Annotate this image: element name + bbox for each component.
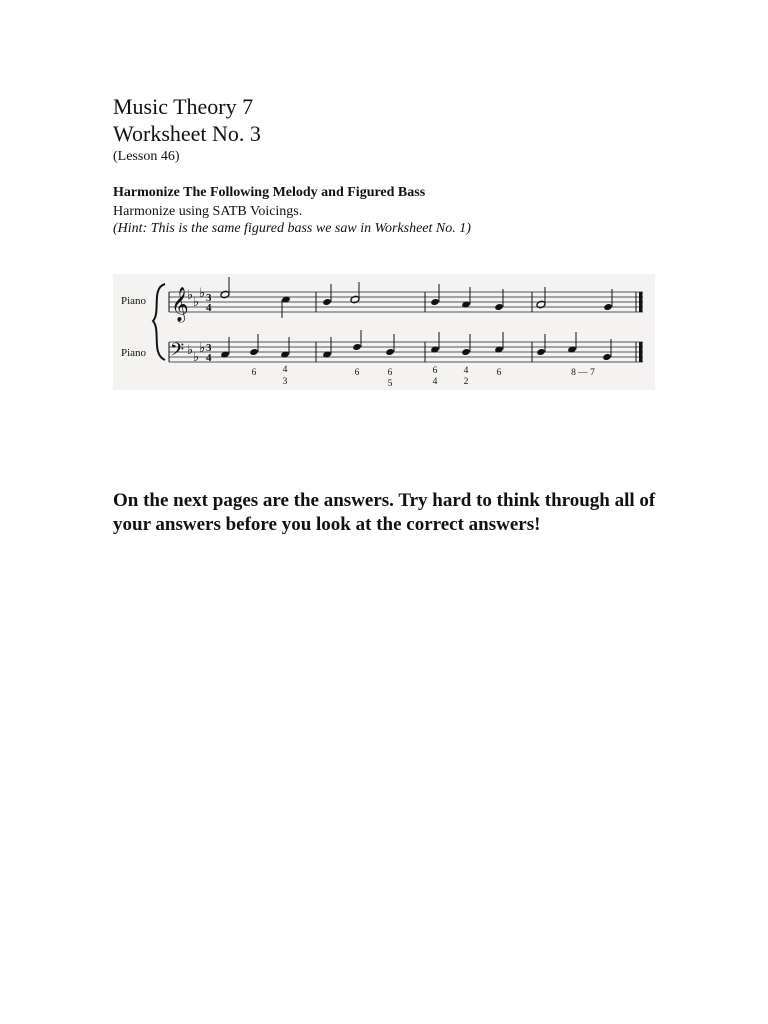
- svg-text:♭: ♭: [193, 350, 200, 365]
- figure-top: 4: [282, 365, 288, 375]
- bass-clef-icon: 𝄢: [170, 340, 185, 365]
- worksheet-title: Worksheet No. 3: [113, 121, 261, 146]
- brace-symbol: [153, 284, 165, 360]
- treble-staff-label: Piano: [121, 295, 147, 307]
- bass-note: [249, 348, 259, 356]
- bass-note: [602, 353, 612, 361]
- svg-text:3: 3: [206, 342, 212, 354]
- answers-note: On the next pages are the answers. Try hard to think through all of your answers before you look at the correct answers!: [113, 490, 656, 535]
- melody-note: [430, 298, 440, 306]
- melody-note: [603, 303, 613, 311]
- bass-key-signature: [187, 341, 205, 365]
- bass-note: [385, 348, 395, 356]
- lesson-reference: (Lesson 46): [113, 149, 180, 164]
- figure-top: 6: [354, 368, 360, 378]
- melody-note: [536, 300, 546, 309]
- bass-note: [461, 348, 471, 356]
- figured-bass: [252, 365, 596, 389]
- svg-text:♭: ♭: [193, 295, 200, 310]
- music-score: [113, 274, 655, 390]
- final-barline-treble: [639, 292, 643, 312]
- bass-staff-label: Piano: [121, 347, 147, 359]
- svg-text:♭: ♭: [187, 288, 194, 303]
- figure-bottom: 4: [432, 377, 438, 387]
- figure-top: 6: [387, 368, 393, 378]
- figure-top: 6: [251, 368, 257, 378]
- score-svg: [113, 274, 655, 390]
- exercise-instruction: Harmonize using SATB Voicings.: [113, 204, 303, 219]
- figure-top: 4: [463, 366, 469, 376]
- melody-note: [350, 295, 360, 304]
- svg-text:♭: ♭: [199, 286, 206, 301]
- treble-key-signature: [187, 286, 205, 310]
- figure-bottom: 2: [463, 377, 469, 387]
- figure-top: 6: [432, 366, 438, 376]
- svg-text:3: 3: [206, 292, 212, 304]
- treble-clef-icon: 𝄞: [171, 287, 189, 322]
- figure-bottom: 5: [387, 379, 393, 389]
- figure-top: 6: [496, 368, 502, 378]
- treble-time-signature: [206, 292, 212, 314]
- exercise-heading: Harmonize The Following Melody and Figured Bass: [113, 185, 426, 200]
- melody-note: [322, 298, 332, 306]
- treble-staff: [169, 292, 643, 312]
- svg-text:♭: ♭: [187, 343, 194, 358]
- final-barline-bass: [639, 342, 643, 362]
- svg-text:♭: ♭: [199, 341, 206, 356]
- course-title: Music Theory 7: [113, 94, 254, 119]
- svg-text:4: 4: [206, 302, 212, 314]
- melody-note: [494, 303, 504, 311]
- figure-top: 8 — 7: [571, 368, 595, 378]
- bass-note: [352, 343, 362, 351]
- bass-notes: [220, 330, 612, 361]
- melody-note: [220, 290, 230, 299]
- svg-text:4: 4: [206, 352, 212, 364]
- exercise-hint: (Hint: This is the same figured bass we saw in Worksheet No. 1): [113, 221, 471, 236]
- barlines: [169, 292, 636, 362]
- figure-bottom: 3: [282, 377, 288, 387]
- bass-note: [536, 348, 546, 356]
- bass-time-signature: [206, 342, 212, 364]
